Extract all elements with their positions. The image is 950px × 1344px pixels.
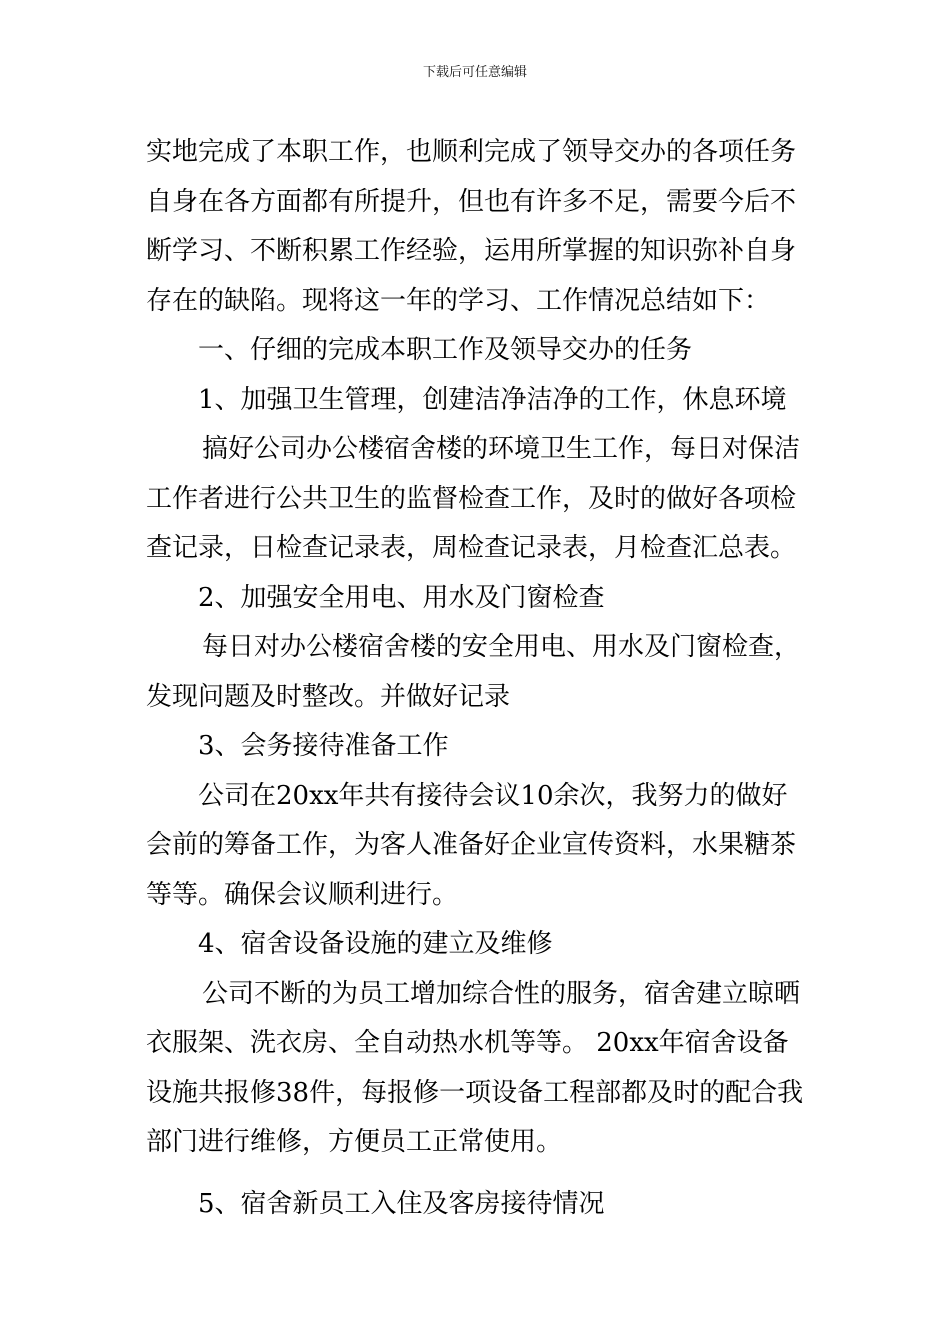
paragraph-2: 每日对办公楼宿舍楼的安全用电、用水及门窗检查，发现问题及时整改。并做好记录 <box>146 632 801 712</box>
subheading-3: 3、会务接待准备工作 <box>198 731 449 761</box>
paragraph-intro: 实地完成了本职工作，也顺利完成了领导交办的各项任务自身在各方面都有所提升，但也有许多不足，需要今后不断学习、不断积累工作经验，运用所掌握的知识弥补自身存在的缺陷。现将这一年的学习、工作情况总结如下： <box>146 137 797 316</box>
paragraph-3: 公司在20xx年共有接待会议10余次，我努力的做好会前的筹备工作，为客人准备好企业宣传资料，水果糖茶等等。确保会议顺利进行。 <box>146 780 797 910</box>
paragraph-1: 搞好公司办公楼宿舍楼的环境卫生工作，每日对保洁工作者进行公共卫生的监督检查工作，及时的做好各项检查记录，日检查记录表，周检查记录表，月检查汇总表。 <box>146 434 801 563</box>
subheading-1: 1、加强卫生管理，创建洁净洁净的工作，休息环境 <box>198 384 787 415</box>
page-header: 下载后可任意编辑 <box>422 65 527 80</box>
document-body <box>146 128 811 1229</box>
section-heading-1: 一、仔细的完成本职工作及领导交办的任务 <box>198 335 693 365</box>
paragraph-gap <box>146 1168 811 1180</box>
paragraph-4: 公司不断的为员工增加综合性的服务，宿舍建立晾晒衣服架、洗衣房、全自动热水机等等。 20xx年宿舍设备设施共报修38件，每报修一项设备工程部都及时的配合我部门进行维修，方便员工正常使用。 <box>146 978 804 1157</box>
subheading-2: 2、加强安全用电、用水及门窗检查 <box>198 582 605 613</box>
subheading-5: 5、宿舍新员工入住及客房接待情况 <box>198 1188 605 1219</box>
subheading-4: 4、宿舍设备设施的建立及维修 <box>198 929 553 959</box>
